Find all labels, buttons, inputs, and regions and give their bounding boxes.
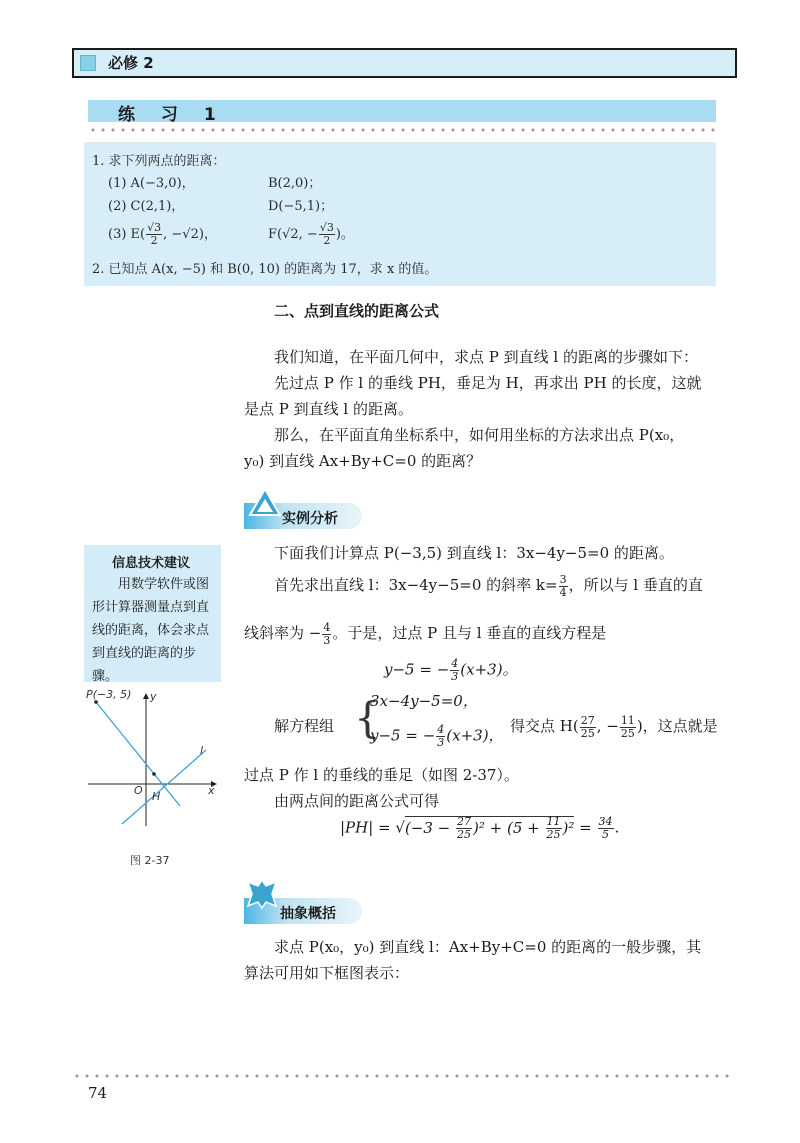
figure-label-h: H	[152, 790, 161, 803]
figure-label-o: O	[134, 784, 143, 797]
system-label: 解方程组	[274, 717, 335, 735]
header-title: 必修 2	[108, 54, 154, 72]
example-line-4: 过点 P 作 l 的垂线的垂足（如图 2-37）。	[244, 766, 519, 784]
system-solution: 得交点 H( $\frac{27}{25}$ , − $\frac{11}{25}$ )，这点就是	[510, 713, 718, 740]
section-paragraph-1: 我们知道，在平面几何中，求点 P 到直线 l 的距离的步骤如下：	[274, 348, 698, 366]
exercise-q1-3a: (3) E( $\frac{√3}{2}$ , −√2)，	[108, 221, 217, 247]
exercise-q1-row3	[108, 222, 468, 247]
equation-perpendicular-line: y−5 = − $\frac{4}{3}$ (x+3)。	[384, 657, 518, 683]
example-line-2: 首先求出直线 l：3x−4y−5=0 的斜率 k= $\frac{3}{4}$ ，所以与 l 垂直的直	[274, 572, 703, 599]
section-paragraph-2a: 先过点 P 作 l 的垂线 PH，垂足为 H，再求出 PH 的长度，这就	[274, 374, 702, 392]
distance-equation: |PH| = √(−3 − $\frac{27}{25}$ )² + (5 + $\frac{11}{25}$ )² = $\frac{34}{5}$ .	[340, 815, 620, 841]
figure-label-x: x	[208, 784, 215, 797]
banner-summary-label: 抽象概括	[280, 906, 336, 922]
banner-example-label: 实例分析	[282, 511, 338, 527]
exercise-title: 练 习 1	[118, 105, 226, 125]
brace-icon: {	[354, 693, 381, 742]
exercise-q1-prompt: 1. 求下列两点的距离：	[92, 154, 226, 169]
figure-label-l: l	[200, 744, 204, 757]
dotted-divider	[88, 128, 716, 132]
sidebar-title: 信息技术建议	[112, 556, 191, 571]
footer-dotted-divider	[72, 1074, 732, 1078]
sidebar-text: 用数学软件或图形计算器测量点到直线的距离，体会求点到直线的距离的步骤。	[92, 577, 210, 684]
header-square-icon	[80, 55, 96, 71]
header-bar	[72, 48, 737, 78]
exercise-q1-row1	[108, 172, 468, 191]
exercise-box	[84, 142, 716, 286]
exercise-q1-1b: B(2,0)；	[268, 176, 322, 191]
exercise-q1-1a: (1) A(−3,0)，	[108, 176, 195, 191]
figure-label-p: P(−3, 5)	[86, 688, 132, 701]
exercise-q2: 2. 已知点 A(x, −5) 和 B(0, 10) 的距离为 17，求 x 的值。	[92, 262, 438, 277]
point-h	[152, 772, 156, 776]
example-line-1: 下面我们计算点 P(−3,5) 到直线 l：3x−4y−5=0 的距离。	[274, 544, 674, 562]
figure-caption: 图 2-37	[130, 854, 170, 867]
figure-2-37	[84, 688, 224, 828]
cross-icon	[244, 876, 280, 916]
example-line-3: 线斜率为 − $\frac{4}{3}$ 。于是，过点 P 且与 l 垂直的直线方程是	[244, 620, 607, 647]
exercise-q1-3b: F(√2, − $\frac{√3}{2}$ )。	[268, 221, 354, 247]
exercise-q1-2a: (2) C(2,1)，	[108, 199, 185, 214]
section-paragraph-3a: 那么，在平面直角坐标系中，如何用坐标的方法求出点 P(x₀，	[274, 426, 685, 444]
exercise-q1-2b: D(−5,1)；	[268, 199, 334, 214]
section-paragraph-3b: y₀) 到直线 Ax+By+C=0 的距离？	[244, 452, 482, 470]
system-equation-2: y−5 = − $\frac{4}{3}$ (x+3)，	[370, 723, 504, 749]
triangle-icon	[248, 487, 282, 521]
section-paragraph-2b: 是点 P 到直线 l 的距离。	[244, 400, 413, 418]
section-title: 二、点到直线的距离公式	[274, 302, 440, 320]
exercise-q1-row2	[108, 195, 468, 214]
sidebar-tip-box	[84, 545, 221, 682]
system-equation-1: 3x−4y−5=0，	[370, 692, 478, 710]
closing-line-2: 算法可用如下框图表示：	[244, 964, 410, 982]
figure-label-y: y	[150, 690, 157, 703]
example-line-5: 由两点间的距离公式可得	[274, 792, 440, 810]
closing-line-1: 求点 P(x₀，y₀) 到直线 l：Ax+By+C=0 的距离的一般步骤，其	[274, 938, 702, 956]
page-number: 74	[88, 1084, 108, 1102]
